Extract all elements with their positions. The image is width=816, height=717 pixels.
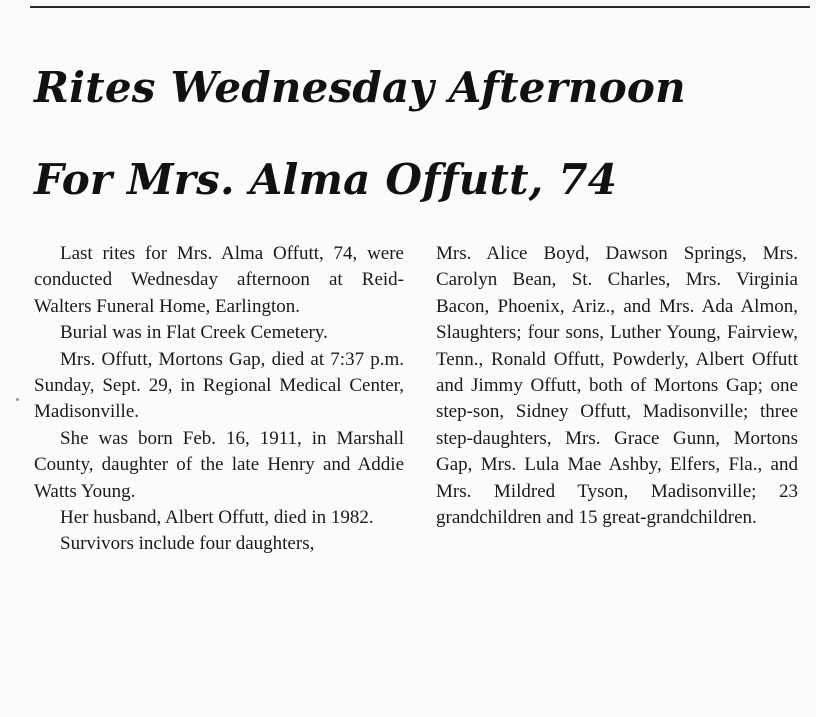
- headline: [34, 42, 804, 226]
- paragraph-death: Mrs. Offutt, Mortons Gap, died at 7:37 p.m. Sunday, Sept. 29, in Regional Medical Center, Madisonville.: [34, 348, 404, 423]
- paragraph-survivors-list: Mrs. Alice Boyd, Dawson Springs, Mrs. Carolyn Bean, St. Charles, Mrs. Virginia Bacon, Phoenix, Ariz., and Mrs. Ada Almon, Slaughters; four sons, Luther Young, Fairview, Tenn., Ronald Offutt, Powderly, Albert Offutt and Jimmy Offutt, both of Mortons Gap; one step-son, Sidney Offutt, Madisonville; three step-daughters, Mrs. Grace Gunn, Mortons Gap, Mrs. Lula Mae Ashby, Elfers, Fla., and Mrs. Mildred Tyson, Madisonville; 23 grandchildren and 15 great-grandchildren.: [436, 243, 798, 529]
- paragraph-birth: She was born Feb. 16, 1911, in Marshall County, daughter of the late Henry and Addie Watts Young.: [34, 427, 404, 502]
- right-column: [436, 241, 798, 531]
- paragraph-survivors-start: Survivors include four daughters,: [60, 533, 315, 555]
- headline-line-1: Rites Wednesday Afternoon: [34, 63, 686, 112]
- left-column: [34, 241, 404, 558]
- headline-line-2: For Mrs. Alma Offutt, 74: [34, 155, 618, 204]
- top-rule: [30, 6, 810, 8]
- paragraph-burial: Burial was in Flat Creek Cemetery.: [60, 322, 328, 344]
- paragraph-husband: Her husband, Albert Offutt, died in 1982.: [60, 507, 374, 529]
- print-speck: [16, 398, 19, 401]
- paragraph-last-rites: Last rites for Mrs. Alma Offutt, 74, were conducted Wednesday afternoon at Reid-Walters Funeral Home, Earlington.: [34, 243, 404, 317]
